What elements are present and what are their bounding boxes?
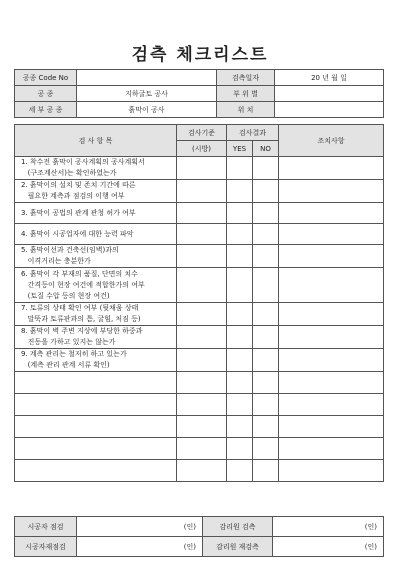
sign-field[interactable]: (인): [273, 517, 384, 537]
header-value[interactable]: 지하굴토 공사: [77, 86, 217, 102]
item-text-line: 간격등이 현장 여건에 적합한가의 여부: [21, 280, 145, 289]
item-text-line: (계측 관리 관계 서류 확인): [21, 361, 110, 369]
header-value[interactable]: [275, 86, 384, 102]
no-cell[interactable]: [253, 203, 279, 224]
blank-cell[interactable]: [177, 460, 227, 482]
blank-cell[interactable]: [227, 460, 253, 482]
item-text-line: 6. 흙막이 각 부재의 품질, 단면의 치수: [21, 269, 138, 278]
blank-cell[interactable]: [177, 438, 227, 460]
item-text: [15, 157, 177, 180]
blank-cell[interactable]: [253, 372, 279, 394]
blank-cell[interactable]: [177, 394, 227, 416]
header-label: 공 종: [15, 86, 77, 102]
standard-cell[interactable]: [177, 245, 227, 268]
standard-cell[interactable]: [177, 303, 227, 326]
no-cell[interactable]: [253, 180, 279, 203]
item-text-line: 필요한 계측과 점검의 이행 여부: [21, 192, 125, 200]
item-text-line: 말뚝과 토류판과의 틈, 굴힘, 처짐 등): [21, 315, 141, 323]
action-cell[interactable]: [279, 303, 384, 326]
blank-cell[interactable]: [279, 372, 384, 394]
blank-row: [15, 372, 384, 394]
item-text-line: (구조계산서)는 확인하였는가: [21, 169, 117, 177]
blank-row: [15, 394, 384, 416]
table-row: [15, 157, 384, 180]
yes-cell[interactable]: [227, 203, 253, 224]
yes-cell[interactable]: [227, 349, 253, 372]
blank-cell[interactable]: [279, 460, 384, 482]
blank-cell[interactable]: [177, 416, 227, 438]
col-item-header: 검 사 항 목: [15, 125, 177, 157]
col-standard-header: 검사기준: [177, 125, 227, 141]
header-label: 위 치: [217, 102, 275, 118]
item-text-line: (토질 수압 등의 현장 여건): [21, 291, 110, 300]
item-text-line: 진동을 가하고 있지는 않는가: [21, 338, 116, 346]
no-cell[interactable]: [253, 245, 279, 268]
blank-row: [15, 460, 384, 482]
item-text: [15, 203, 177, 224]
blank-cell[interactable]: [253, 460, 279, 482]
blank-cell[interactable]: [227, 438, 253, 460]
item-text-line: 이격거리는 충분한가: [21, 257, 91, 265]
table-row: [15, 326, 384, 349]
sign-label: 감리원 재검측: [203, 537, 273, 557]
item-text: [15, 224, 177, 245]
item-text: [15, 349, 177, 372]
yes-cell[interactable]: [227, 268, 253, 303]
standard-cell[interactable]: [177, 157, 227, 180]
yes-cell[interactable]: [227, 157, 253, 180]
item-text-line: 8. 흙막이 벽 주변 지상에 부당한 하중과: [21, 327, 143, 335]
sign-label: 시공자재점검: [15, 537, 77, 557]
blank-cell[interactable]: [227, 372, 253, 394]
col-yes-header: YES: [227, 141, 253, 157]
item-text-line: 2. 흙막이의 설치 및 존치 기간에 따른: [21, 181, 136, 189]
blank-cell[interactable]: [15, 416, 177, 438]
yes-cell[interactable]: [227, 224, 253, 245]
header-value[interactable]: 흙막이 공사: [77, 102, 217, 118]
item-text-line: 5. 흙막이선과 건축선(임벽)과의: [21, 246, 119, 254]
yes-cell[interactable]: [227, 326, 253, 349]
header-table: [14, 69, 384, 118]
item-text: [15, 303, 177, 326]
blank-cell[interactable]: [253, 438, 279, 460]
item-text-line: 9. 계측 관리는 철저히 하고 있는가: [21, 350, 127, 358]
header-label: 검측일자: [217, 70, 275, 86]
blank-cell[interactable]: [253, 394, 279, 416]
blank-cell[interactable]: [227, 394, 253, 416]
col-standard-sub: (시방): [177, 141, 227, 157]
table-row: [15, 245, 384, 268]
blank-cell[interactable]: [15, 460, 177, 482]
action-cell[interactable]: [279, 349, 384, 372]
header-value[interactable]: [77, 70, 217, 86]
blank-cell[interactable]: [279, 394, 384, 416]
col-no-header: NO: [253, 141, 279, 157]
no-cell[interactable]: [253, 326, 279, 349]
no-cell[interactable]: [253, 349, 279, 372]
sign-field[interactable]: (인): [77, 537, 203, 557]
blank-cell[interactable]: [177, 372, 227, 394]
standard-cell[interactable]: [177, 349, 227, 372]
blank-cell[interactable]: [15, 438, 177, 460]
header-value[interactable]: 20 년 월 일: [275, 70, 384, 86]
sign-field[interactable]: (인): [77, 517, 203, 537]
blank-cell[interactable]: [15, 372, 177, 394]
item-text-line: 3. 흙막이 공법의 관계 관청 허가 여부: [21, 208, 136, 217]
action-cell[interactable]: [279, 268, 384, 303]
action-cell[interactable]: [279, 245, 384, 268]
standard-cell[interactable]: [177, 224, 227, 245]
checklist-table: [14, 124, 384, 482]
table-row: [15, 203, 384, 224]
sign-label: 감리원 검측: [203, 517, 273, 537]
yes-cell[interactable]: [227, 303, 253, 326]
blank-row: [15, 416, 384, 438]
standard-cell[interactable]: [177, 326, 227, 349]
sign-label: 시공자 점검: [15, 517, 77, 537]
item-text-line: 7. 토류의 상태 확인 여부 (뒷채움 상태: [21, 304, 139, 312]
action-cell[interactable]: [279, 326, 384, 349]
no-cell[interactable]: [253, 224, 279, 245]
header-label: 부 위 별: [217, 86, 275, 102]
blank-row: [15, 438, 384, 460]
blank-cell[interactable]: [279, 416, 384, 438]
header-label: 세 부 공 종: [15, 102, 77, 118]
blank-cell[interactable]: [279, 438, 384, 460]
item-text: [15, 268, 177, 303]
blank-cell[interactable]: [15, 394, 177, 416]
header-value[interactable]: [275, 102, 384, 118]
table-row: [15, 224, 384, 245]
yes-cell[interactable]: [227, 245, 253, 268]
table-row: [15, 303, 384, 326]
item-text: [15, 180, 177, 203]
item-text: [15, 326, 177, 349]
standard-cell[interactable]: [177, 268, 227, 303]
no-cell[interactable]: [253, 268, 279, 303]
standard-cell[interactable]: [177, 180, 227, 203]
signature-table: [14, 516, 384, 557]
item-text: [15, 245, 177, 268]
action-cell[interactable]: [279, 203, 384, 224]
item-text-line: 4. 흙막이 시공업자에 대한 능력 파악: [21, 229, 134, 238]
sign-field[interactable]: (인): [273, 537, 384, 557]
table-row: [15, 268, 384, 303]
no-cell[interactable]: [253, 303, 279, 326]
table-row: [15, 349, 384, 372]
item-text-line: 1. 착수전 흙막이 공사계획의 공사계획서: [21, 158, 145, 166]
action-cell[interactable]: [279, 180, 384, 203]
table-row: [15, 180, 384, 203]
yes-cell[interactable]: [227, 180, 253, 203]
header-label: 공종 Code No: [15, 70, 77, 86]
blank-cell[interactable]: [227, 416, 253, 438]
no-cell[interactable]: [253, 157, 279, 180]
action-cell[interactable]: [279, 224, 384, 245]
col-result-header: 검사결과: [227, 125, 279, 141]
col-action-header: 조치사항: [279, 125, 384, 157]
blank-cell[interactable]: [253, 416, 279, 438]
standard-cell[interactable]: [177, 203, 227, 224]
page-title: 검측 체크리스트: [131, 45, 269, 65]
action-cell[interactable]: [279, 157, 384, 180]
